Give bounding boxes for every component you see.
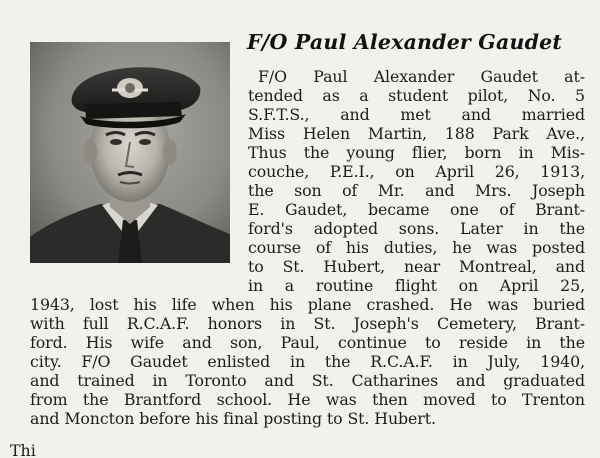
article-line: ford's adopted sons. Later in the <box>248 219 585 238</box>
article-line: tended as a student pilot, No. 5 <box>248 86 585 105</box>
article-line: and trained in Toronto and St. Catharines and graduated <box>30 371 585 390</box>
next-article-fragment: Thi <box>10 442 36 458</box>
article-line: the son of Mr. and Mrs. Joseph <box>248 181 585 200</box>
article-line: Thus the young flier, born in Mis- <box>248 143 585 162</box>
article-line: from the Brantford school. He was then moved to Trenton <box>30 390 585 409</box>
article-line: F/O Paul Alexander Gaudet at- <box>258 67 585 86</box>
article-line: and Moncton before his final posting to St. Hubert. <box>30 409 436 428</box>
article-line: in a routine flight on April 25, <box>248 276 585 295</box>
article-line: Miss Helen Martin, 188 Park Ave., <box>248 124 585 143</box>
portrait-image <box>30 42 230 263</box>
article-line: with full R.C.A.F. honors in St. Joseph's Cemetery, Brant- <box>30 314 585 333</box>
article-line: ford. His wife and son, Paul, continue to reside in the <box>30 333 585 352</box>
article-line: 1943, lost his life when his plane crashed. He was buried <box>30 295 585 314</box>
article-title: F/O Paul Alexander Gaudet <box>247 30 563 54</box>
portrait-photo <box>30 42 230 263</box>
article-line: city. F/O Gaudet enlisted in the R.C.A.F. in July, 1940, <box>30 352 585 371</box>
article-line: to St. Hubert, near Montreal, and <box>248 257 585 276</box>
article-line: course of his duties, he was posted <box>248 238 585 257</box>
article-line: E. Gaudet, became one of Brant- <box>248 200 585 219</box>
article-line: S.F.T.S., and met and married <box>248 105 585 124</box>
article-line: couche, P.E.I., on April 26, 1913, <box>248 162 585 181</box>
